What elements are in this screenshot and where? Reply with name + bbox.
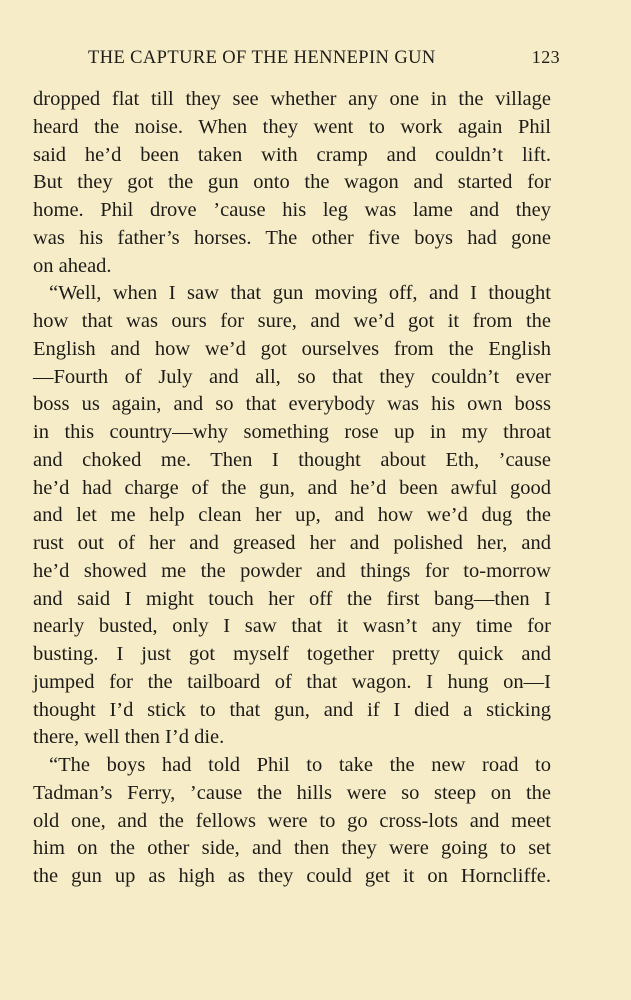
running-title: THE CAPTURE OF THE HENNEPIN GUN [88,48,436,68]
text-line: home. Phil drove ’cause his leg was lame and they [33,199,551,221]
text-line: and let me help clean her up, and how we’d dug the [33,504,551,527]
text-line: was his father’s horses. The other five boys had gone [33,226,551,249]
text-line: rust out of her and greased her and polished her, and [33,532,551,554]
body-text [33,86,551,891]
text-line: But they got the gun onto the wagon and started for [33,171,551,194]
text-line: English and how we’d got ourselves from the English [33,337,551,360]
text-line: he’d had charge of the gun, and he’d been awful good [33,476,551,499]
text-line: thought I’d stick to that gun, and if I died a sticking [33,698,551,721]
text-line: and choked me. Then I thought about Eth, ’cause [33,448,551,471]
page-number: 123 [531,47,560,67]
text-line: he’d showed me the powder and things for to-morrow [33,559,551,582]
text-line: dropped flat till they see whether any one in the village [33,88,551,110]
text-line: Tadman’s Ferry, ’cause the hills were so steep on the [33,781,551,804]
text-line: and said I might touch her off the first bang—then I [33,587,551,610]
text-line: jumped for the tailboard of that wagon. I hung on—I [33,670,551,693]
text-line: —Fourth of July and all, so that they couldn’t ever [33,365,551,388]
text-line: busting. I just got myself together pretty quick and [33,643,551,665]
text-line: the gun up as high as they could get it on Horncliffe. [33,865,551,887]
text-line: nearly busted, only I saw that it wasn’t any time for [33,615,551,638]
text-line: said he’d been taken with cramp and couldn’t lift. [33,143,551,166]
text-line: in this country—why something rose up in my throat [33,421,551,443]
text-line: “The boys had told Phil to take the new road to [49,754,551,776]
text-line: him on the other side, and then they were going to set [33,837,551,860]
text-line: boss us again, and so that everybody was his own boss [33,393,551,416]
text-line: on ahead. [33,254,112,277]
text-line: “Well, when I saw that gun moving off, and I thought [49,282,551,305]
running-head [88,47,560,71]
text-line: how that was ours for sure, and we’d got it from the [33,310,551,332]
text-line: there, well then I’d die. [33,726,225,749]
text-line: old one, and the fellows were to go cross-lots and meet [33,809,551,832]
text-line: heard the noise. When they went to work again Phil [33,115,551,138]
